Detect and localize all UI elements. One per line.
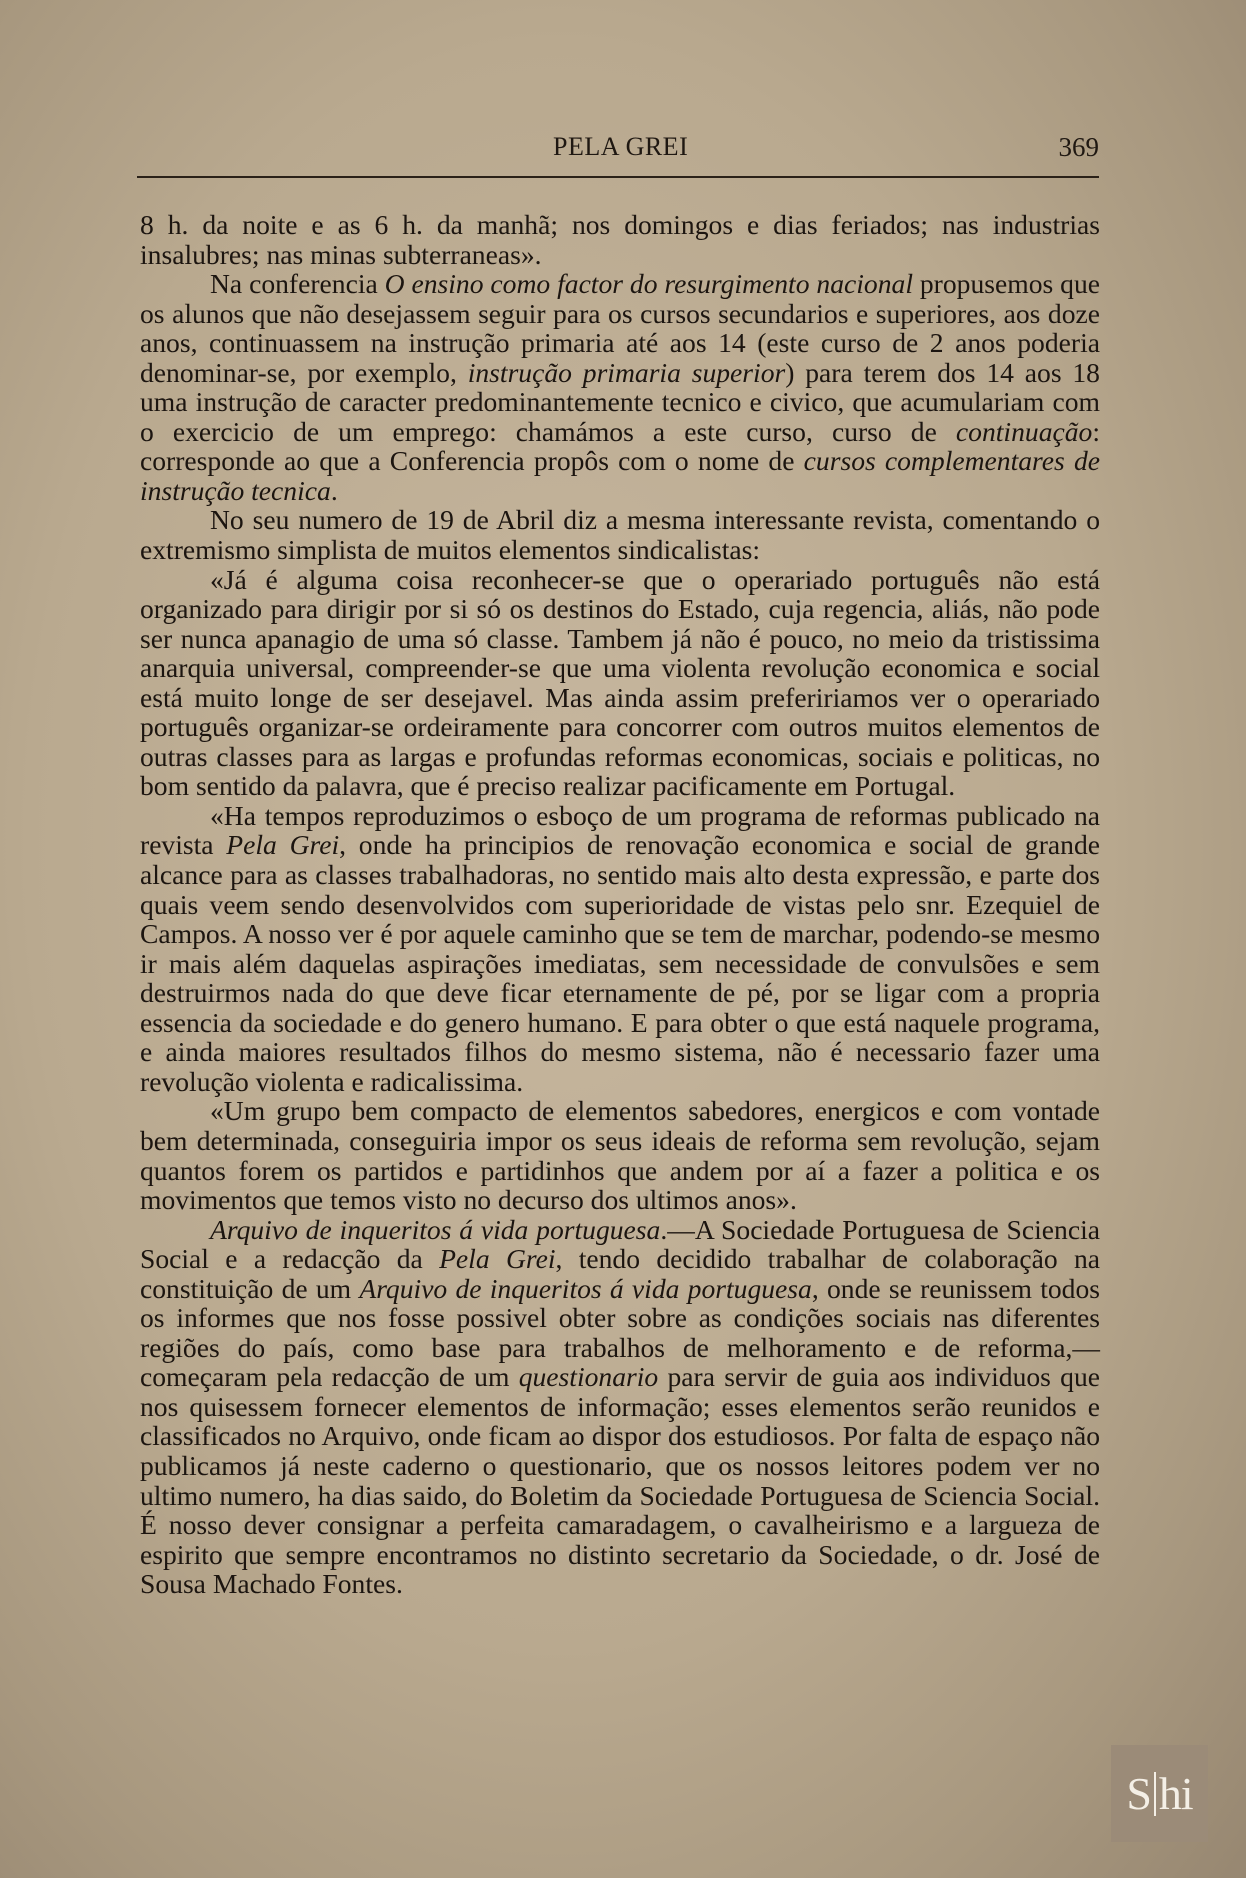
text-run: . <box>330 474 338 506</box>
logo-divider <box>1154 1772 1156 1816</box>
paragraph <box>140 565 1100 801</box>
italic-text: O ensino como factor do resurgimento nacional <box>384 268 913 300</box>
text-run: : corresponde ao que a Conferencia propôs com o nome de <box>140 415 1100 477</box>
italic-text: Arquivo de inqueritos á vida portuguesa <box>210 1213 661 1245</box>
text-run: 8 h. da noite e as 6 h. da manhã; nos domingos e dias feriados; nas industrias insalubres; nas minas subterraneas». <box>140 209 1100 270</box>
italic-text: cursos complementares de instrução tecnica <box>140 445 1101 506</box>
text-run: , onde se reunissem todos os informes que nos fosse possivel obter sobre as condições sociais nas diferentes regiões do país, como base para trabalhos de melhoramento e de reforma,—começaram pela redacção de um <box>140 1272 1100 1393</box>
text-run: Na conferencia <box>210 268 385 300</box>
italic-text: Pela Grei <box>439 1243 556 1275</box>
paragraph <box>140 269 1100 505</box>
text-run: «Um grupo bem compacto de elementos sabedores, energicos e com vontade bem determinada, conseguiria impor os seus ideais de reforma sem revolução, sejam quantos forem os partidos e partidinhos que andem por aí a fazer a politica e os movimentos que temos visto no decurso dos ultimos anos». <box>140 1095 1100 1216</box>
logo-letters-hi: hi <box>1158 1768 1193 1819</box>
italic-text: continuação <box>955 415 1093 447</box>
text-run: «Já é alguma coisa reconhecer-se que o operariado português não está organizado para dirigir por si só os destinos do Estado, cuja regencia, aliás, não pode ser nunca apanagio de uma só classe. Tambem já não é pouco, no meio da tristissima anarquia universal, compreender-se que uma violenta revolução economica e social está muito longe de ser desejavel. Mas ainda assim prefeririamos ver o operariado português organizar-se ordeiramente para concorrer com outros muitos elementos de outras classes para as largas e profundas reformas economicas, sociais e politicas, no bom sentido da palavra, que é preciso realizar pacificamente em Portugal. <box>140 563 1100 802</box>
text-run: para servir de guia aos individuos que nos quisessem fornecer elementos de informação; esses elementos serão reunidos e classificados no Arquivo, onde ficam ao dispor dos estudiosos. Por falta de espaço não publicamos já neste caderno o questionario, que os nossos leitores podem ver no ultimo numero, ha dias saido, do Boletim da Sociedade Portuguesa de Sciencia Social. É nosso dever consignar a perfeita camaradagem, o cavalheirismo e a largueza de espirito que sempre encontramos no distinto secretario da Sociedade, o dr. José de Sousa Machado Fontes. <box>140 1361 1100 1600</box>
text-run: , tendo decidido trabalhar de colaboração na constituição de um <box>140 1243 1100 1304</box>
text-run: No seu numero de 19 de Abril diz a mesma interessante revista, comentando o extremismo simplista de muitos elementos sindicalistas: <box>140 504 1100 566</box>
italic-text: Arquivo de inqueritos á vida portuguesa <box>359 1272 812 1304</box>
body-text <box>140 210 1100 1599</box>
text-run: , onde ha principios de renovação economica e social de grande alcance para as classes trabalhadoras, no sentido mais alto desta expressão, e parte dos quais veem sendo desenvolvidos com superioridade de vistas pelo snr. Ezequiel de Campos. A nosso ver é por aquele caminho que se tem de marchar, podendo-se mesmo ir mais além daquelas aspirações imediatas, sem necessidade de convulsões e sem destruirmos nada do que deve ficar eternamente de pé, por se ligar com a propria essencia da sociedade e do genero humano. E para obter o que está naquele programa, e ainda maiores resultados filhos do mesmo sistema, não é necessario fazer uma revolução violenta e radicalissima. <box>140 829 1100 1097</box>
italic-text: Pela Grei <box>226 829 340 861</box>
text-run: ) para terem dos 14 aos 18 uma instrução de caracter predominantemente tecnico e civico, que acumulariam com o exercicio de um emprego: chamámos a este curso, curso de <box>140 356 1100 447</box>
paragraph <box>140 210 1100 269</box>
text-run: «Ha tempos reproduzimos o esboço de um programa de reformas publicado na revista <box>140 799 1100 861</box>
logo-letter-s: S <box>1126 1768 1151 1819</box>
page-header <box>137 132 1099 178</box>
paragraph <box>140 801 1100 1096</box>
paragraph <box>140 1215 1100 1599</box>
italic-text: questionario <box>518 1361 659 1393</box>
library-logo <box>1111 1745 1208 1842</box>
text-run: propusemos que os alunos que não desejassem seguir para os cursos secundarios e superiores, aos doze anos, continuassem na instrução primaria até aos 14 (este curso de 2 anos poderia denominar-se, por exemplo, <box>140 268 1100 388</box>
page-number: 369 <box>1058 132 1099 162</box>
paragraph <box>140 505 1100 564</box>
text-run: .—A Sociedade Portuguesa de Sciencia Social e a redacção da <box>140 1213 1100 1275</box>
paragraph <box>140 1096 1100 1214</box>
running-title: PELA GREI <box>553 132 689 161</box>
italic-text: instrução primaria superior <box>467 356 786 388</box>
